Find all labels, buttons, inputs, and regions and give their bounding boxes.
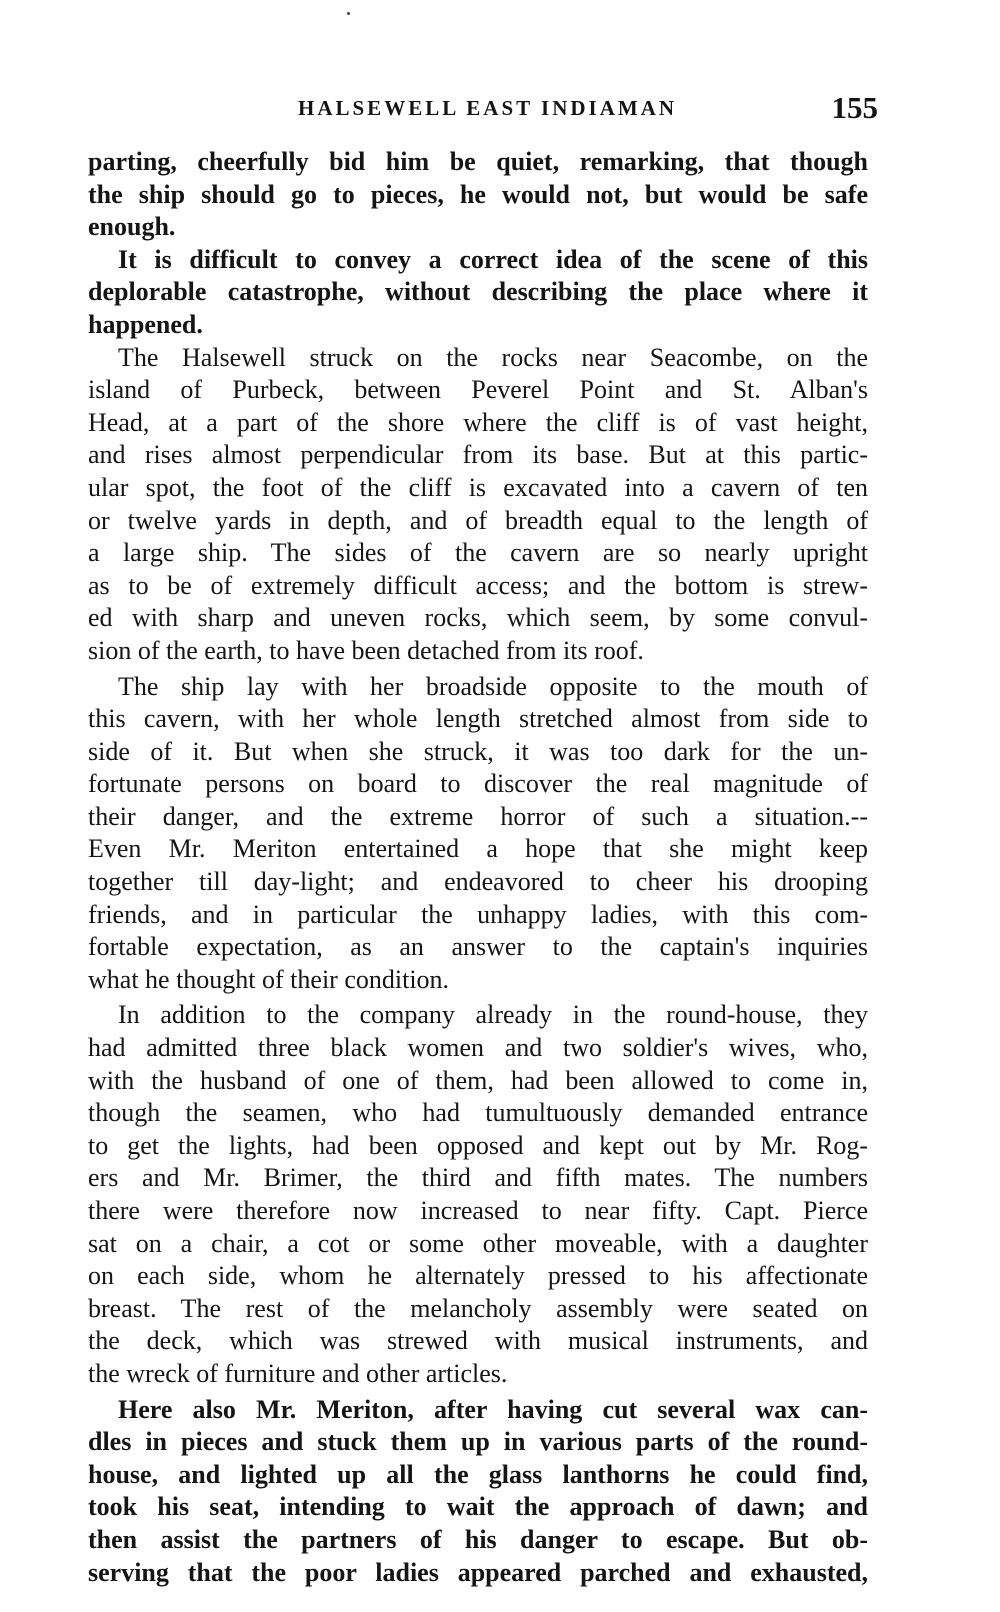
text-line: side of it. But when she struck, it was too dark for the un- <box>88 736 868 766</box>
text-line: fortable expectation, as an answer to the captain's inquiries <box>88 932 868 962</box>
page-header <box>88 90 878 130</box>
text-line: serving that the poor ladies appeared parched and exhausted, <box>88 1557 868 1587</box>
text-line: island of Purbeck, between Peverel Point and St. Alban's <box>88 375 868 405</box>
text-line: ular spot, the foot of the cliff is excavated into a cavern of ten <box>88 472 868 502</box>
text-line: the ship should go to pieces, he would not, but would be safe <box>88 179 868 209</box>
text-line: breast. The rest of the melancholy assembly were seated on <box>88 1293 868 1323</box>
paragraph-start: In addition to the company already in the round-house, they <box>118 1000 868 1030</box>
text-line: ed with sharp and uneven rocks, which seem, by some convul- <box>88 603 868 633</box>
page-number: 155 <box>831 90 878 125</box>
paragraph-start: It is difficult to convey a correct idea of the scene of this <box>118 244 868 274</box>
text-line: sat on a chair, a cot or some other moveable, with a daughter <box>88 1228 868 1258</box>
text-line: what he thought of their condition. <box>88 964 450 994</box>
text-line: a large ship. The sides of the cavern are so nearly upright <box>88 538 868 568</box>
text-line: Head, at a part of the shore where the cliff is of vast height, <box>88 407 868 437</box>
text-line: or twelve yards in depth, and of breadth equal to the length of <box>88 505 868 535</box>
text-line: ers and Mr. Brimer, the third and fifth mates. The numbers <box>88 1163 868 1193</box>
text-line: parting, cheerfully bid him be quiet, remarking, that though <box>88 147 868 176</box>
text-line: this cavern, with her whole length stretched almost from side to <box>88 704 868 734</box>
text-line: friends, and in particular the unhappy ladies, with this com- <box>88 899 868 929</box>
text-line: dles in pieces and stuck them up in various parts of the round- <box>88 1427 868 1457</box>
text-line: happened. <box>88 309 203 339</box>
text-line: fortunate persons on board to discover the real magnitude of <box>88 769 868 799</box>
text-line: house, and lighted up all the glass lanthorns he could find, <box>88 1459 868 1489</box>
text-line: though the seamen, who had tumultuously demanded entrance <box>88 1098 868 1128</box>
body-text <box>88 146 868 1589</box>
text-line: their danger, and the extreme horror of such a situation.-- <box>88 801 868 831</box>
text-line: and rises almost perpendicular from its base. But at this partic- <box>88 440 868 470</box>
text-line: there were therefore now increased to near fifty. Capt. Pierce <box>88 1196 868 1225</box>
text-line: the deck, which was strewed with musical instruments, and <box>88 1326 868 1356</box>
text-line: to get the lights, had been opposed and kept out by Mr. Rog- <box>88 1130 868 1160</box>
text-line: enough. <box>88 212 176 242</box>
text-line: then assist the partners of his danger to escape. But ob- <box>88 1524 868 1554</box>
text-line: sion of the earth, to have been detached from its roof. <box>88 635 644 665</box>
running-head: HALSEWELL EAST INDIAMAN <box>298 96 678 120</box>
text-line: took his seat, intending to wait the approach of dawn; and <box>88 1492 868 1522</box>
text-line: deplorable catastrophe, without describing the place where it <box>88 277 868 307</box>
paragraph-start: The ship lay with her broadside opposite to the mouth of <box>118 671 868 701</box>
text-line: with the husband of one of them, had been allowed to come in, <box>88 1065 868 1095</box>
paragraph-start: The Halsewell struck on the rocks near Seacombe, on the <box>118 342 868 372</box>
text-line: Even Mr. Meriton entertained a hope that she might keep <box>88 834 868 864</box>
text-line: together till day-light; and endeavored to cheer his drooping <box>88 867 868 897</box>
text-line: as to be of extremely difficult access; and the bottom is strew- <box>88 570 868 600</box>
text-line: had admitted three black women and two soldier's wives, who, <box>88 1033 868 1063</box>
text-line: the wreck of furniture and other articles. <box>88 1358 508 1388</box>
paragraph-start: Here also Mr. Meriton, after having cut several wax can- <box>118 1394 868 1424</box>
text-line: on each side, whom he alternately pressed to his affectionate <box>88 1261 868 1291</box>
ink-speck <box>347 12 350 15</box>
